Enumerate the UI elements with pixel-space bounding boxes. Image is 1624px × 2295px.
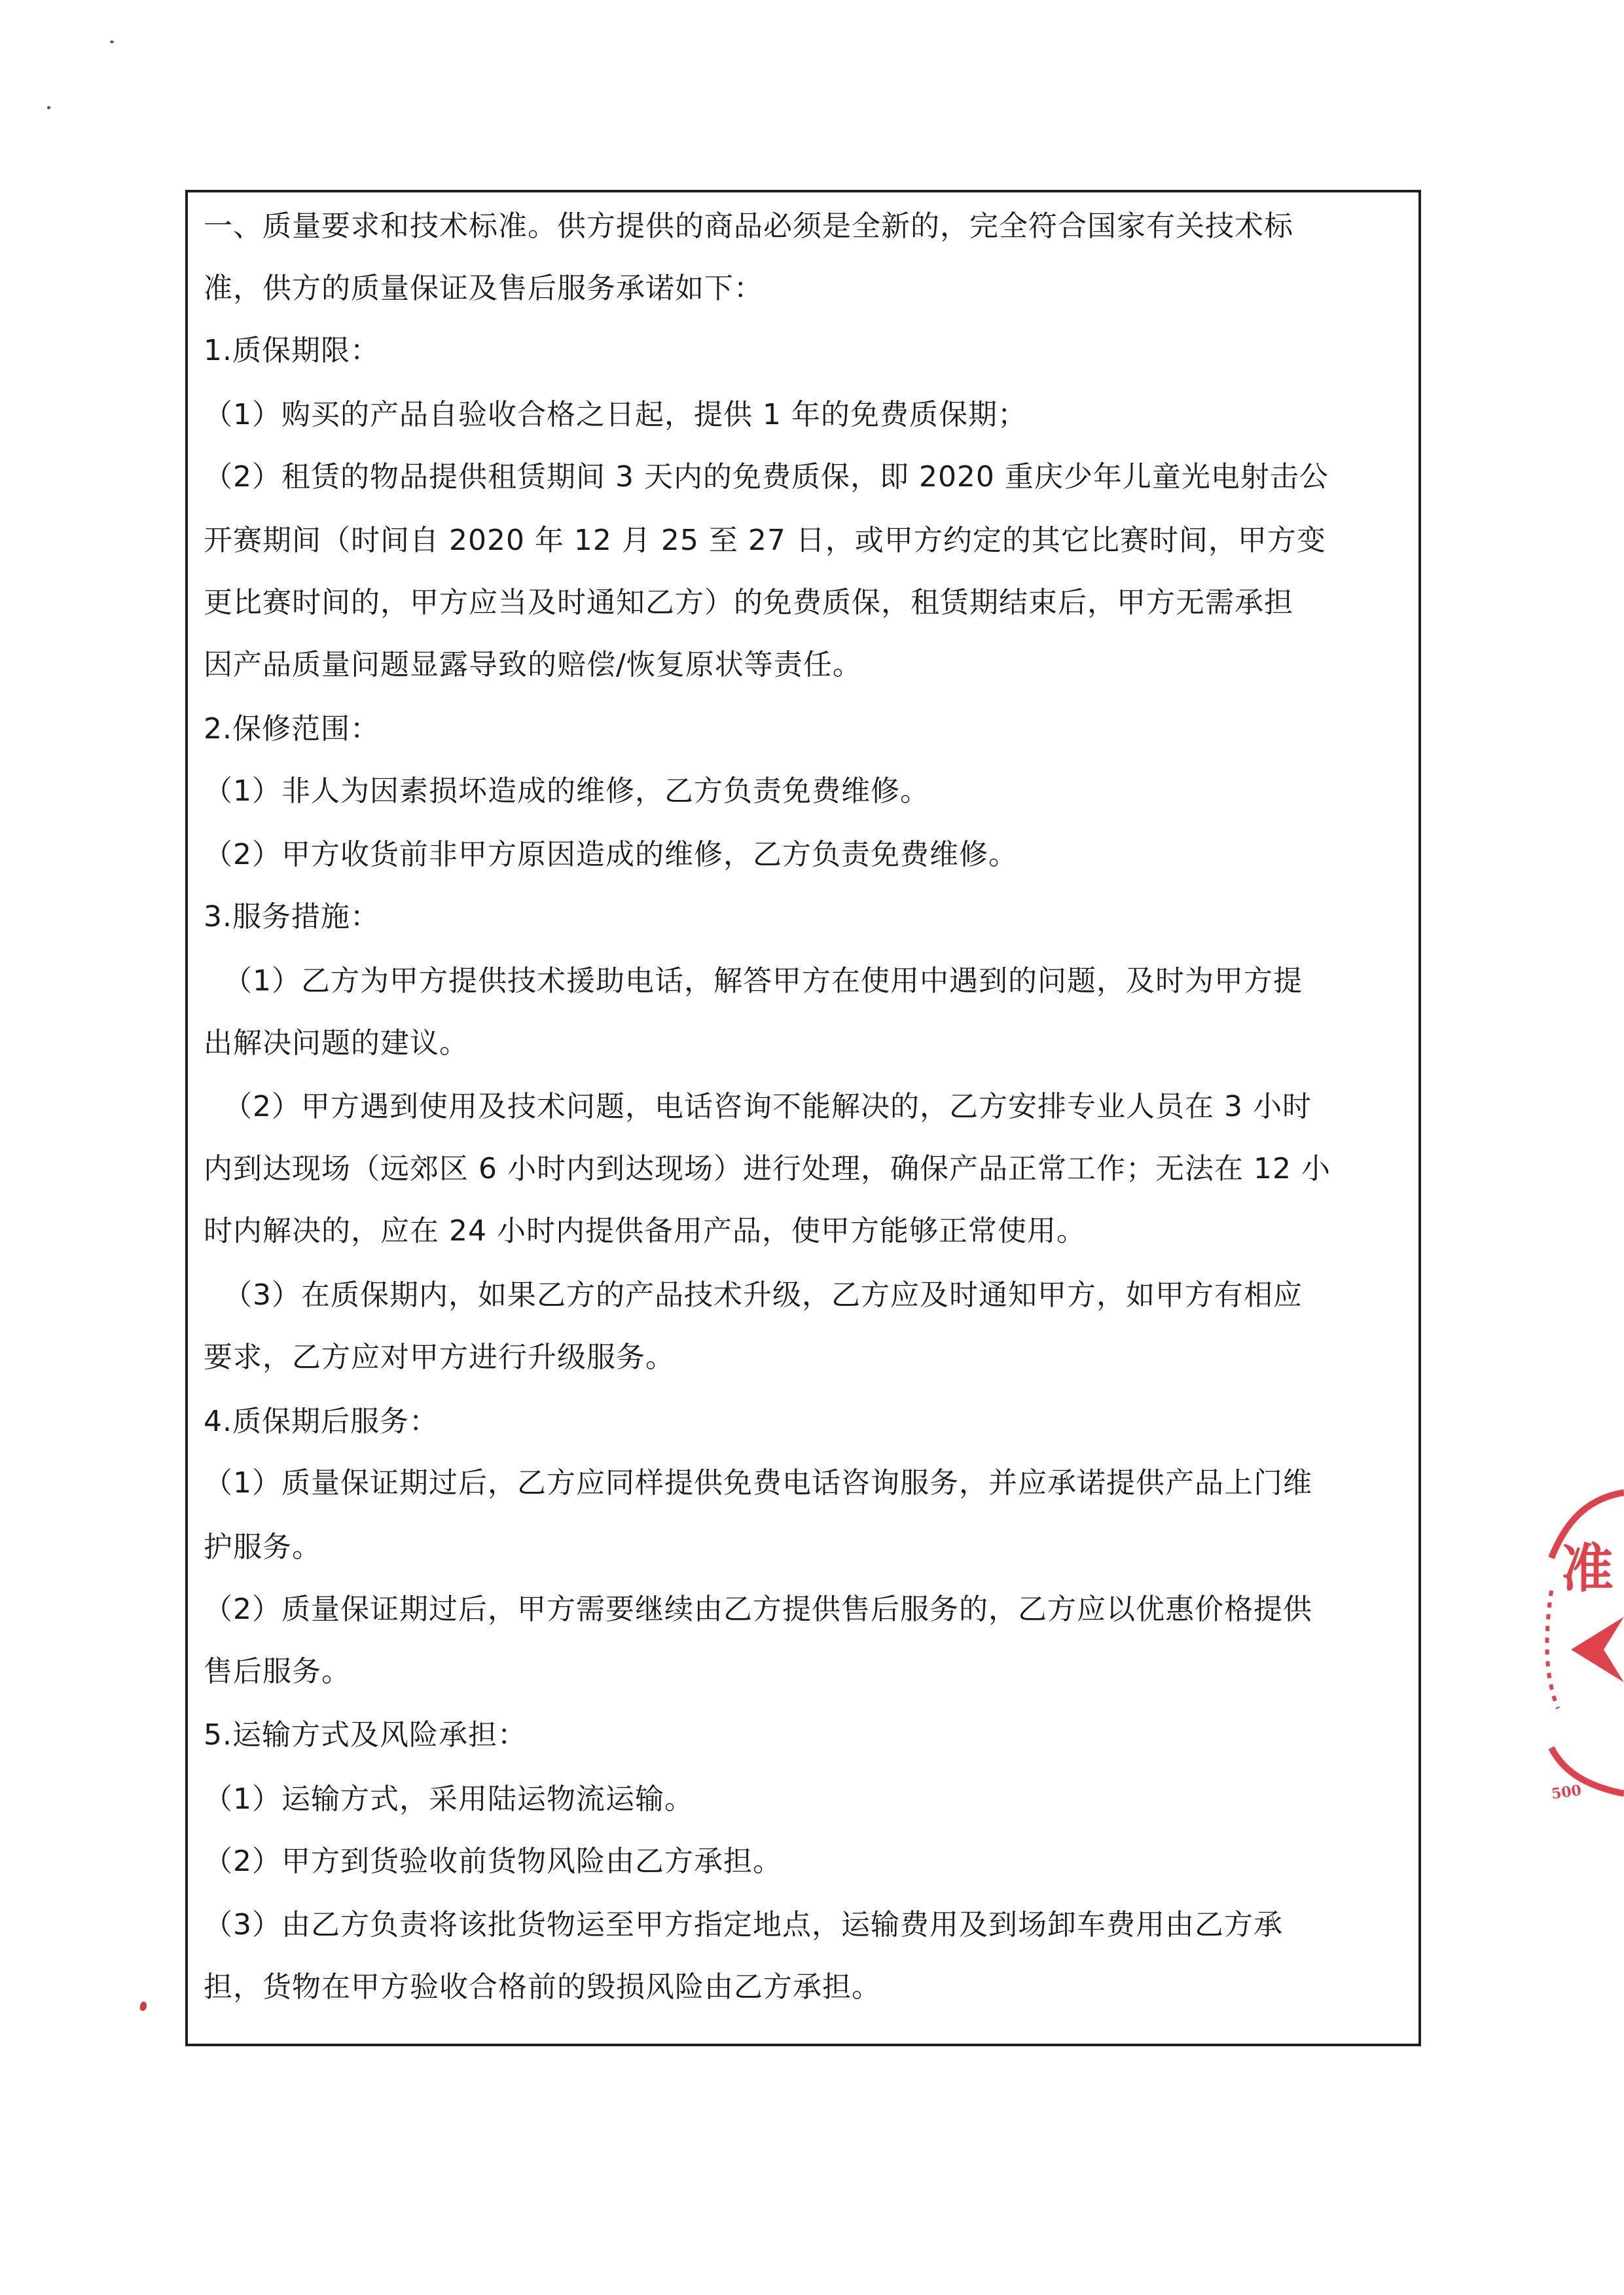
text-line: （3）在质保期内，如果乙方的产品技术升级，乙方应及时通知甲方，如甲方有相应 xyxy=(223,1278,1303,1312)
scan-speck xyxy=(110,41,114,43)
text-line: 5.运输方式及风险承担： xyxy=(204,1718,527,1752)
scan-speck xyxy=(47,106,50,109)
text-line: 开赛期间（时间自 2020 年 12 月 25 至 27 日，或甲方约定的其它比赛时间，甲方变 xyxy=(204,524,1326,557)
text-line: （1）运输方式，采用陆运物流运输。 xyxy=(204,1782,694,1816)
text-line: （3）由乙方负责将该批货物运至甲方指定地点，运输费用及到场卸车费用由乙方承 xyxy=(204,1908,1283,1942)
text-line: （1）质量保证期过后，乙方应同样提供免费电话咨询服务，并应承诺提供产品上门维 xyxy=(204,1466,1312,1500)
red-ink-mark xyxy=(139,2001,148,2012)
text-line: 内到达现场（远郊区 6 小时内到达现场）进行处理，确保产品正常工作；无法在 12 小 xyxy=(204,1152,1331,1185)
text-line: 一、质量要求和技术标准。供方提供的商品必须是全新的，完全符合国家有关技术标 xyxy=(204,209,1293,243)
text-line: 售后服务。 xyxy=(204,1655,351,1688)
text-line: （1）购买的产品自验收合格之日起，提供 1 年的免费质保期； xyxy=(204,398,1027,431)
text-line: 护服务。 xyxy=(204,1530,321,1564)
text-line: 担，货物在甲方验收合格前的毁损风险由乙方承担。 xyxy=(204,1970,881,2004)
text-line: 4.质保期后服务： xyxy=(204,1405,439,1438)
text-line: （1）乙方为甲方提供技术援助电话，解答甲方在使用中遇到的问题，及时为甲方提 xyxy=(223,964,1303,998)
text-line: （2）甲方收货前非甲方原因造成的维修，乙方负责免费维修。 xyxy=(204,838,1018,871)
text-line: （2）甲方到货验收前货物风险由乙方承担。 xyxy=(204,1845,782,1878)
text-line: 因产品质量问题显露导致的赔偿/恢复原状等责任。 xyxy=(204,648,862,681)
text-line: 出解决问题的建议。 xyxy=(204,1026,469,1060)
seal-text: 准 xyxy=(1561,1538,1614,1599)
text-line: 准，供方的质量保证及售后服务承诺如下： xyxy=(204,272,763,305)
text-line: 时内解决的，应在 24 小时内提供备用产品，使甲方能够正常使用。 xyxy=(204,1214,1086,1248)
terms-box xyxy=(185,190,1421,2046)
text-line: 要求，乙方应对甲方进行升级服务。 xyxy=(204,1341,675,1374)
text-line: 1.质保期限： xyxy=(204,334,380,367)
seal-number: 500 xyxy=(1550,1781,1583,1803)
text-line: （2）租赁的物品提供租赁期间 3 天内的免费质保，即 2020 重庆少年儿童光电射击公 xyxy=(204,460,1329,494)
text-line: （2）甲方遇到使用及技术问题，电话咨询不能解决的，乙方安排专业人员在 3 小时 xyxy=(223,1090,1312,1123)
text-line: 更比赛时间的，甲方应当及时通知乙方）的免费质保，租赁期结束后，甲方无需承担 xyxy=(204,586,1293,619)
text-line: （1）非人为因素损坏造成的维修，乙方负责免费维修。 xyxy=(204,774,929,808)
text-line: 3.服务措施： xyxy=(204,900,380,933)
text-line: （2）质量保证期过后，甲方需要继续由乙方提供售后服务的，乙方应以优惠价格提供 xyxy=(204,1593,1312,1626)
seal-stamp xyxy=(1525,1486,1624,1826)
text-line: 2.保修范围： xyxy=(204,712,380,746)
